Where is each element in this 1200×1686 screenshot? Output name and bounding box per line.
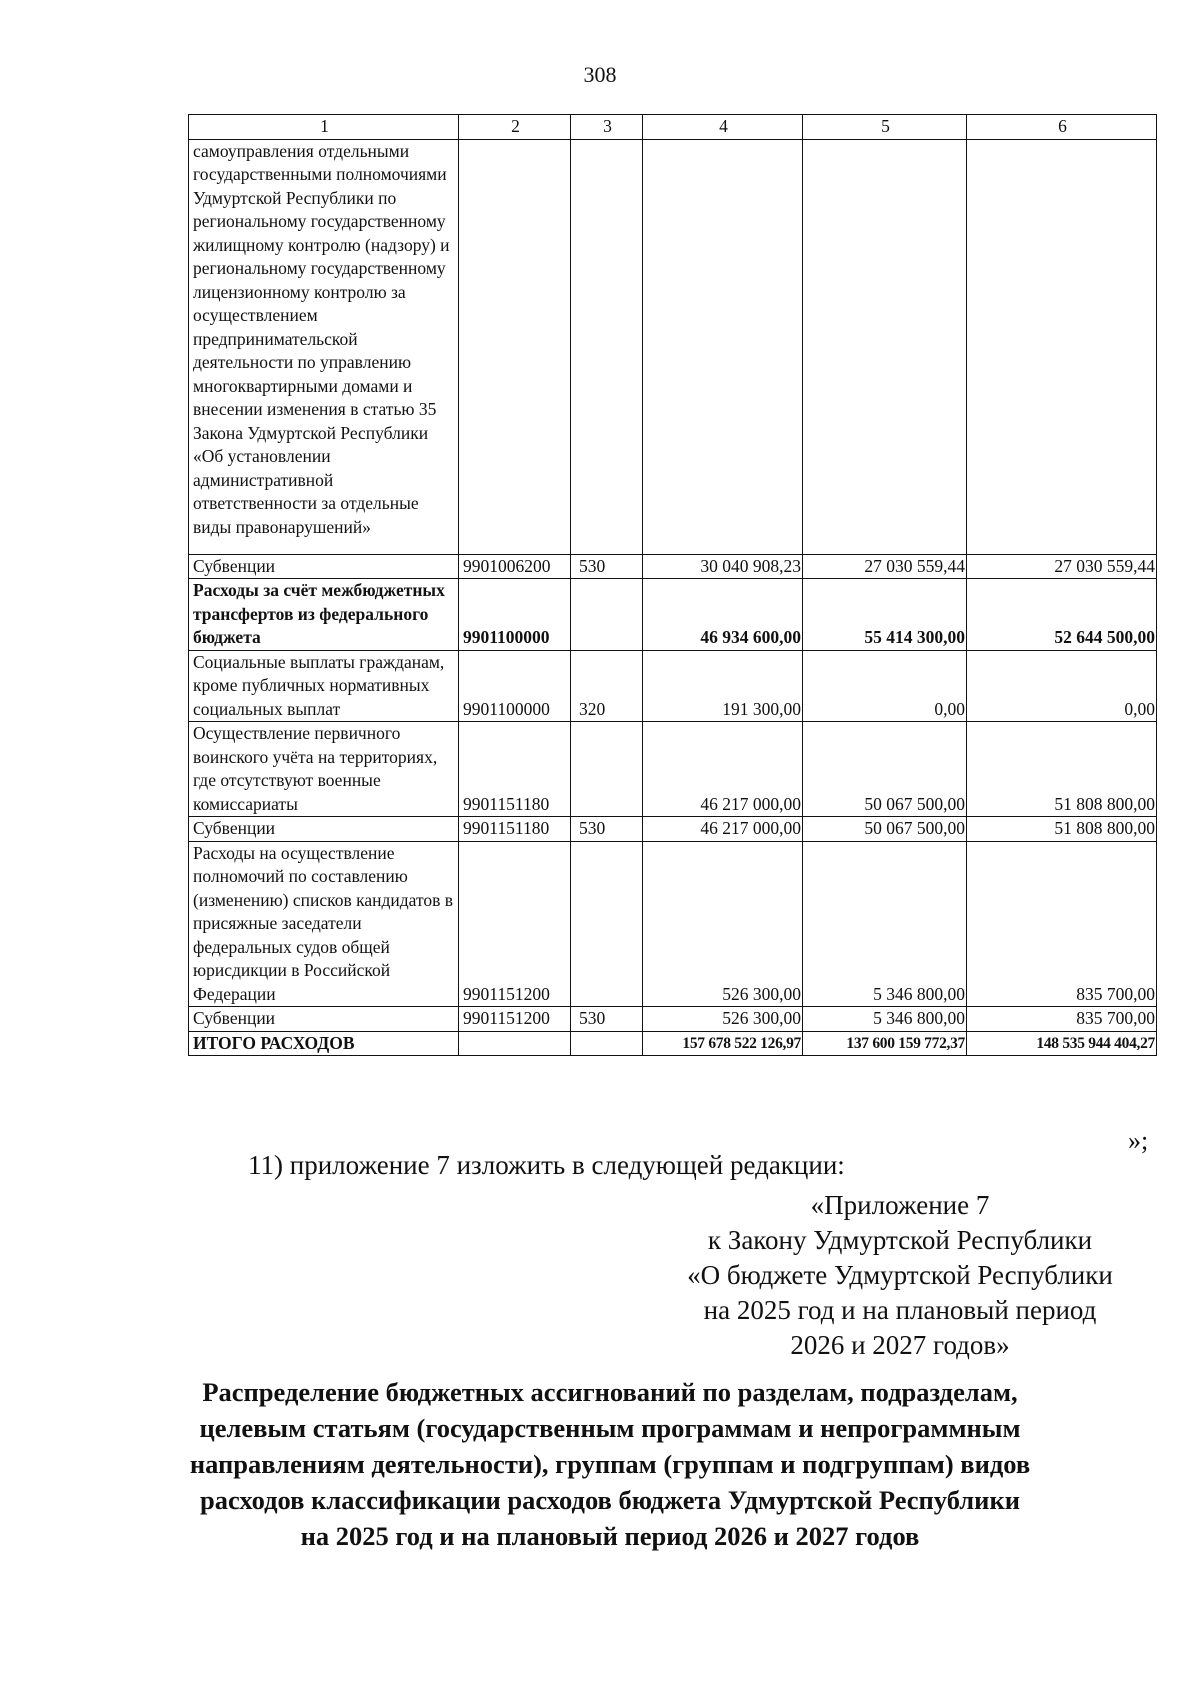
row-group <box>571 139 643 554</box>
row-value-2025 <box>643 139 803 554</box>
table-row <box>189 554 1157 579</box>
row-value-2025: 526 300,00 <box>643 1007 803 1032</box>
row-value-2027 <box>967 139 1157 554</box>
closing-quote: »; <box>1128 1126 1149 1155</box>
row-value-2026: 5 346 800,00 <box>803 1007 967 1032</box>
row-value-2025: 46 217 000,00 <box>643 817 803 842</box>
row-value-2025: 191 300,00 <box>643 650 803 722</box>
row-value-2027: 27 030 559,44 <box>967 554 1157 579</box>
total-group <box>571 1031 643 1056</box>
row-name: самоуправления отдельными государственными полномочиями Удмуртской Республики по региональному государственному жилищному контролю (надзору) и региональному государственному лицензионному контролю за осуществлением предпринимательской деятельности по управлению многоквартирными домами и внесении изменения в статью 35 Закона Удмуртской Республики «Об установлении административной ответственности за отдельные виды правонарушений» <box>189 139 459 554</box>
row-name: Социальные выплаты гражданам, кроме публичных нормативных социальных выплат <box>189 650 459 722</box>
appendix-header-line: на 2025 год и на плановый период <box>703 1295 1097 1325</box>
row-group: 530 <box>571 817 643 842</box>
row-value-2026: 0,00 <box>803 650 967 722</box>
row-code: 9901100000 <box>459 579 571 651</box>
row-value-2025: 526 300,00 <box>643 841 803 1007</box>
table-row <box>189 650 1157 722</box>
row-name: Осуществление первичного воинского учёта на территориях, где отсутствуют военные комиссариаты <box>189 722 459 817</box>
row-name: Субвенции <box>189 817 459 842</box>
row-value-2027: 51 808 800,00 <box>967 722 1157 817</box>
document-title <box>150 1374 1070 1554</box>
table-row <box>189 1007 1157 1032</box>
row-value-2027: 835 700,00 <box>967 1007 1157 1032</box>
document-title-line: Распределение бюджетных ассигнований по разделам, подразделам, <box>202 1377 1018 1407</box>
amendment-instruction: 11) приложение 7 изложить в следующей редакции: <box>248 1150 845 1180</box>
row-code <box>459 139 571 554</box>
row-value-2026: 50 067 500,00 <box>803 817 967 842</box>
document-title-line: направлениям деятельности), группам (группам и подгруппам) видов <box>189 1449 1031 1479</box>
row-code: 9901151180 <box>459 817 571 842</box>
row-group: 530 <box>571 554 643 579</box>
column-number: 3 <box>571 115 643 140</box>
row-value-2026: 5 346 800,00 <box>803 841 967 1007</box>
appendix-header-line: 2026 и 2027 годов» <box>790 1330 1010 1360</box>
appendix-header <box>650 1188 1150 1363</box>
table-row <box>189 722 1157 817</box>
row-group <box>571 841 643 1007</box>
appendix-header-line: к Закону Удмуртской Республики <box>707 1225 1093 1255</box>
page-number: 308 <box>583 62 617 87</box>
row-code: 9901100000 <box>459 650 571 722</box>
row-value-2026: 55 414 300,00 <box>803 579 967 651</box>
column-number: 4 <box>643 115 803 140</box>
total-row <box>189 1031 1157 1056</box>
row-group: 320 <box>571 650 643 722</box>
total-label: ИТОГО РАСХОДОВ <box>189 1031 459 1056</box>
appendix-header-line: «О бюджете Удмуртской Республики <box>687 1260 1113 1290</box>
row-value-2025: 30 040 908,23 <box>643 554 803 579</box>
row-value-2025: 46 934 600,00 <box>643 579 803 651</box>
total-value-2027: 148 535 944 404,27 <box>967 1031 1157 1056</box>
table-row <box>189 817 1157 842</box>
total-code <box>459 1031 571 1056</box>
row-code: 9901151200 <box>459 1007 571 1032</box>
row-code: 9901006200 <box>459 554 571 579</box>
total-value-2026: 137 600 159 772,37 <box>803 1031 967 1056</box>
row-value-2027: 0,00 <box>967 650 1157 722</box>
row-name: Субвенции <box>189 554 459 579</box>
row-code: 9901151180 <box>459 722 571 817</box>
document-title-line: целевым статьям (государственным программам и непрограммным <box>199 1413 1021 1443</box>
row-name: Расходы на осуществление полномочий по составлению (изменению) списков кандидатов в присяжные заседатели федеральных судов общей юрисдикции в Российской Федерации <box>189 841 459 1007</box>
row-value-2026: 50 067 500,00 <box>803 722 967 817</box>
column-number: 2 <box>459 115 571 140</box>
table-row <box>189 841 1157 1007</box>
row-group <box>571 722 643 817</box>
row-code: 9901151200 <box>459 841 571 1007</box>
table-row <box>189 139 1157 554</box>
row-group <box>571 579 643 651</box>
row-value-2027: 52 644 500,00 <box>967 579 1157 651</box>
column-number-row <box>189 115 1157 140</box>
row-value-2027: 835 700,00 <box>967 841 1157 1007</box>
column-number: 6 <box>967 115 1157 140</box>
row-value-2027: 51 808 800,00 <box>967 817 1157 842</box>
column-number: 1 <box>189 115 459 140</box>
row-group: 530 <box>571 1007 643 1032</box>
row-value-2026 <box>803 139 967 554</box>
document-title-line: на 2025 год и на плановый период 2026 и 2027 годов <box>300 1521 920 1551</box>
total-value-2025: 157 678 522 126,97 <box>643 1031 803 1056</box>
row-name: Субвенции <box>189 1007 459 1032</box>
row-value-2025: 46 217 000,00 <box>643 722 803 817</box>
appendix-header-line: «Приложение 7 <box>810 1190 990 1220</box>
budget-table <box>188 114 1157 1056</box>
table-row <box>189 579 1157 651</box>
row-value-2026: 27 030 559,44 <box>803 554 967 579</box>
row-name: Расходы за счёт межбюджетных трансфертов из федерального бюджета <box>189 579 459 651</box>
column-number: 5 <box>803 115 967 140</box>
document-title-line: расходов классификации расходов бюджета Удмуртской Республики <box>200 1485 1020 1515</box>
